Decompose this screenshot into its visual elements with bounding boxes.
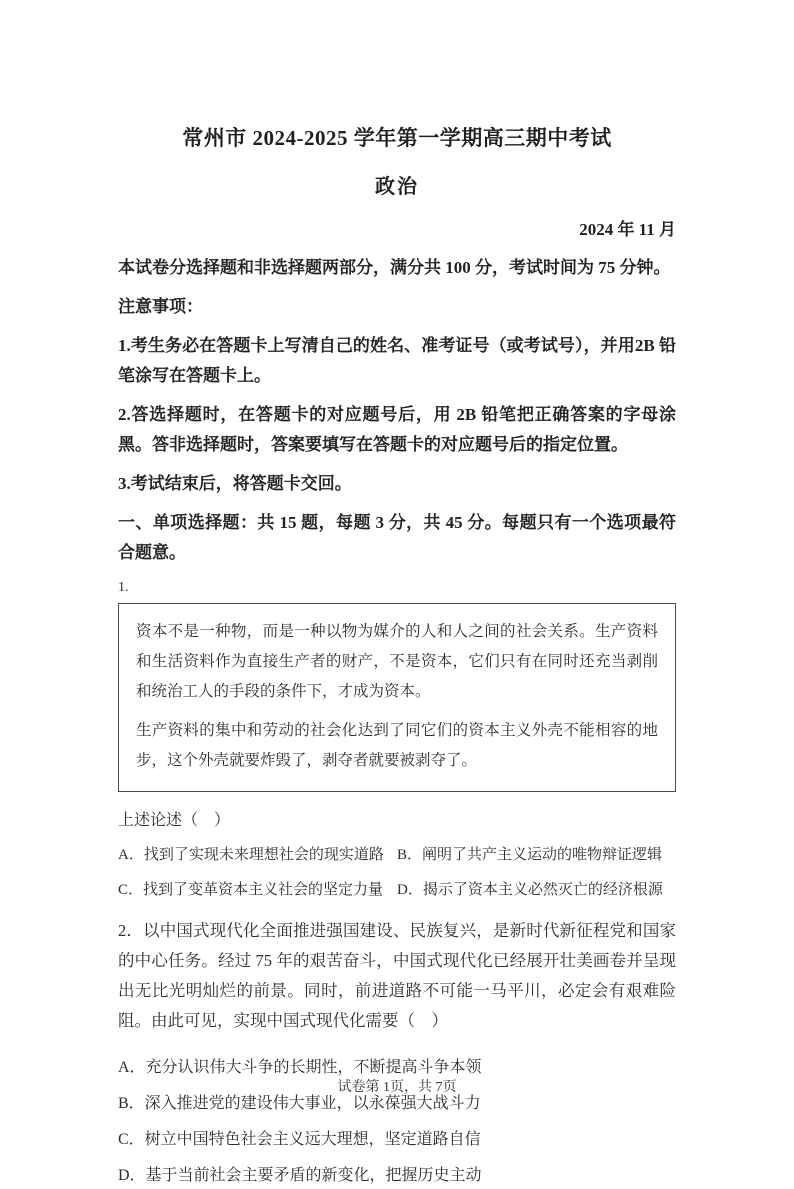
notice-title: 注意事项： (118, 297, 203, 316)
question-1-option-d: D．揭示了资本主义必然灭亡的经济根源 (397, 882, 663, 898)
notice-item-1: 1.考生务必在答题卡上写清自己的姓名、准考证号（或考试号），并用2B 铅笔涂写在答题卡上。 (118, 336, 676, 385)
exam-title: 常州市 2024-2025 学年第一学期高三期中考试 (182, 126, 612, 150)
page-footer: 试卷第 1页，共 7页 (337, 1080, 457, 1095)
exam-date: 2024 年 11 月 (579, 220, 676, 239)
question-1-stem: 上述论述（ ） (118, 812, 231, 829)
question-1-option-c: C．找到了变革资本主义社会的坚定力量 (118, 882, 384, 898)
notice-item-2: 2.答选择题时，在答题卡的对应题号后，用 2B 铅笔把正确答案的字母涂黑。答非选择题时，答案要填写在答题卡的对应题号后的指定位置。 (118, 405, 676, 454)
question-2-options (118, 1054, 676, 1189)
question-1-options (118, 843, 676, 902)
question-1-option-a: A．找到了实现未来理想社会的现实道路 (118, 847, 384, 863)
exam-intro: 本试卷分选择题和非选择题两部分，满分共 100 分，考试时间为 75 分钟。 (118, 258, 671, 277)
section-title: 一、单项选择题：共 15 题，每题 3 分，共 45 分。每题只有一个选项最符合题意。 (118, 513, 676, 562)
question-1-number: 1. (118, 580, 129, 595)
notice-item-3: 3.考试结束后，将答题卡交回。 (118, 474, 352, 493)
question-1-material-box (118, 603, 676, 792)
question-2-stem: 2．以中国式现代化全面推进强国建设、民族复兴，是新时代新征程党和国家的中心任务。经过 75 年的艰苦奋斗，中国式现代化已经展开壮美画卷并呈现出无比光明灿烂的前景。同时，前进道路不可能一马平川，必定会有艰难险阻。由此可见，实现中国式现代化需要（ ） (118, 921, 676, 1030)
question-2-option-d: D．基于当前社会主要矛盾的新变化，把握历史主动 (118, 1167, 482, 1184)
question-2-option-a: A．充分认识伟大斗争的长期性，不断提高斗争本领 (118, 1059, 482, 1076)
material-paragraph-1: 资本不是一种物，而是一种以物为媒介的人和人之间的社会关系。生产资料和生活资料作为直接生产者的财产，不是资本，它们只有在同时还充当剥削和统治工人的手段的条件下，才成为资本。 (136, 623, 658, 700)
question-2-option-c: C．树立中国特色社会主义远大理想，坚定道路自信 (118, 1131, 481, 1148)
question-2-option-b: B．深入推进党的建设伟大事业，以永葆强大战斗力 (118, 1095, 481, 1112)
exam-subject: 政治 (375, 176, 419, 198)
question-1-option-b: B．阐明了共产主义运动的唯物辩证逻辑 (397, 847, 663, 863)
material-paragraph-2: 生产资料的集中和劳动的社会化达到了同它们的资本主义外壳不能相容的地步，这个外壳就要炸毁了，剥夺者就要被剥夺了。 (136, 722, 658, 769)
